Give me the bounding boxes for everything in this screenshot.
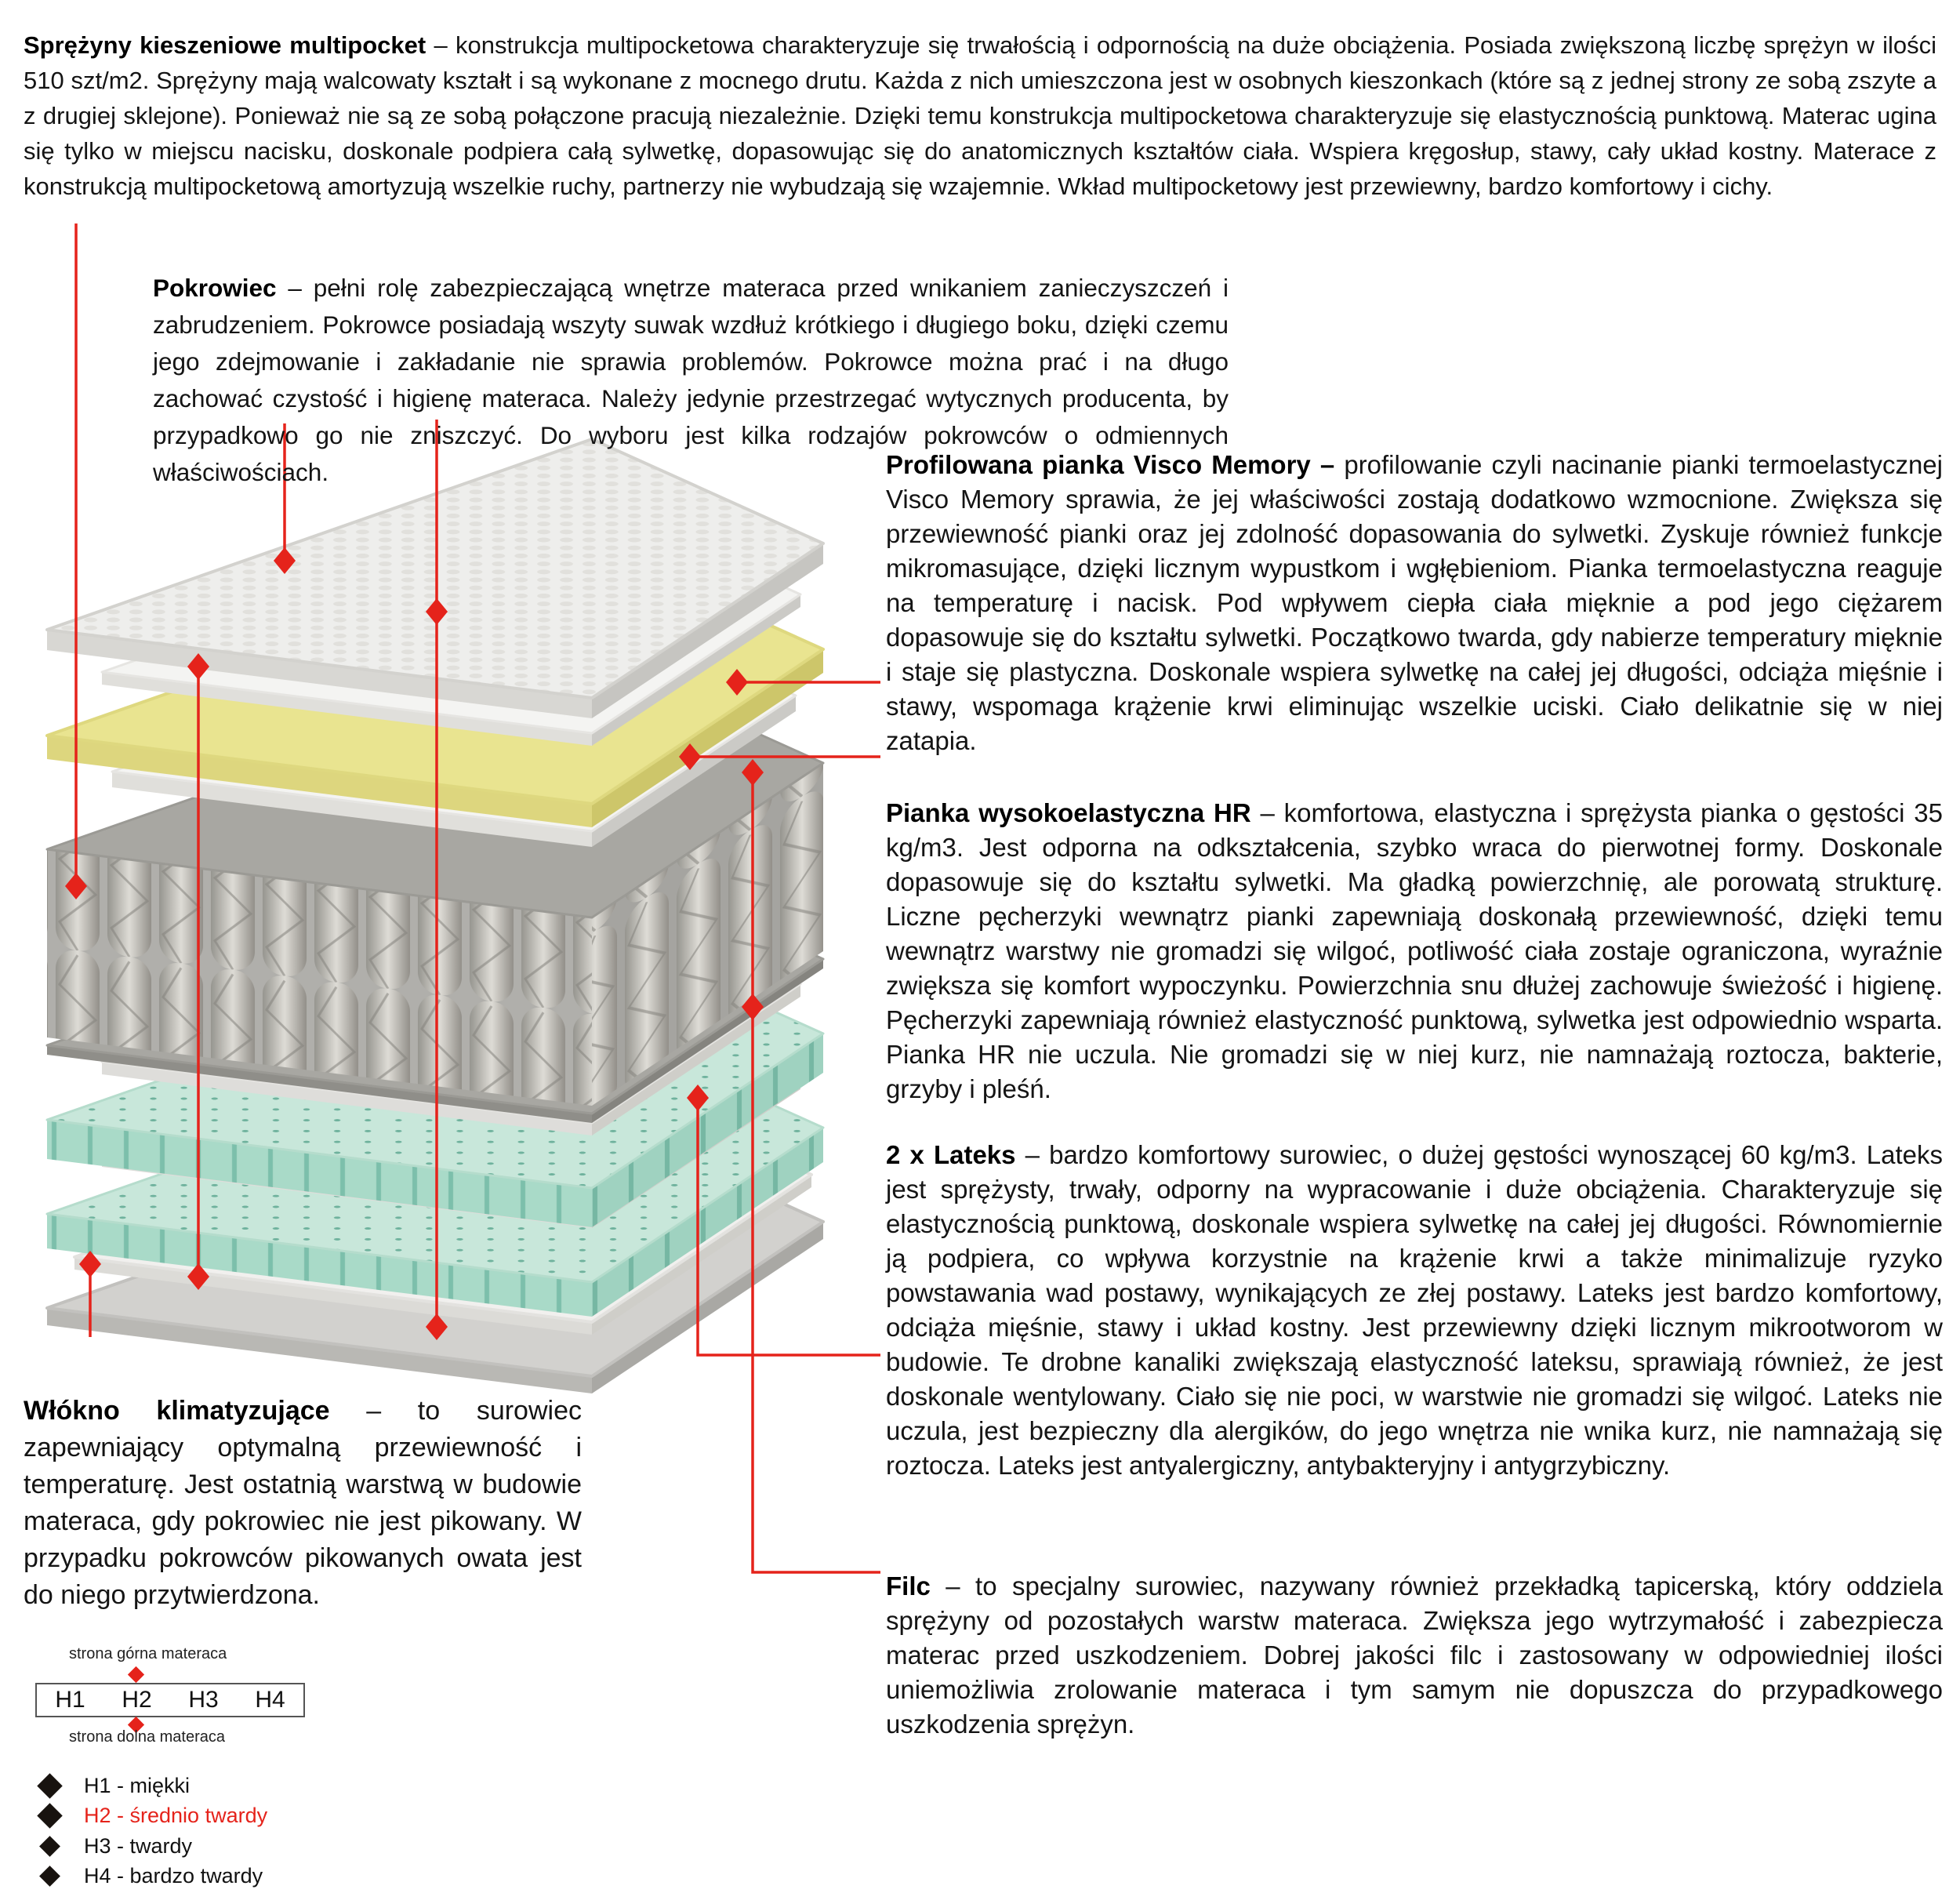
- section-visco: [886, 448, 1943, 758]
- filc-text: – to specjalny surowiec, nazywany również przekładką tapicerską, który oddziela sprężyny od pozostałych warstw materaca. Zwiększa jego wytrzymałość i zabezpiecza materac przed uszkodzeniem. Dobrej jakości filc i zastosowany w odpowiedniej ilości uniemożliwia zrolowanie materaca i tym samym nie dopuszcza do przypadkowego uszkodzenia sprężyn.: [886, 1571, 1943, 1739]
- section-wlokno: [24, 1393, 582, 1614]
- legend-label-h2: H2 - średnio twardy: [84, 1804, 268, 1828]
- intro-text: – konstrukcja multipocketowa charakteryzuje się trwałością i odpornością na duże obciążenia. Posiada zwiększoną liczbę sprężyn w ilości 510 szt/m2. Sprężyny mają walcowaty kształt i są wykonane z mocnego drutu. Każda z nich umieszczona jest w osobnych kieszonkach (które są z jednej strony ze sobą zszyte a z drugiej sklejone). Ponieważ nie są ze sobą połączone pracują niezależnie. Dzięki temu konstrukcja multipocketowa charakteryzuje się elastycznością punktową. Materac ugina się tylko w miejscu nacisku, doskonale podpiera całą sylwetkę, dopasowując się do anatomicznych kształtów ciała. Wspiera kręgosłup, stawy, cały układ kostny. Materace z konstrukcją multipocketową amortyzują wszelkie ruchy, partnerzy nie wybudzają się wzajemnie. Wkład multipocketowy jest przewiewny, bardzo komfortowy i cichy.: [24, 31, 1936, 200]
- pokrowiec-heading: Pokrowiec: [153, 273, 277, 302]
- filc-heading: Filc: [886, 1571, 931, 1601]
- hardness-bottom-label: strona dolna materaca: [69, 1728, 226, 1746]
- legend-item-h3: [39, 1831, 541, 1862]
- legend-label-h3: H3 - twardy: [84, 1833, 193, 1858]
- lateks-heading: 2 x Lateks: [886, 1140, 1016, 1169]
- intro-paragraph: [24, 27, 1936, 204]
- legend-item-h1: [39, 1771, 541, 1801]
- lateks-text: – bardzo komfortowy surowiec, o dużej gęstości wynoszącej 60 kg/m3. Lateks jest sprężysty, trwały, odporny na wypracowanie i duże obciążenia. Charakteryzuje się elastycznością punktową, doskonale wspiera sylwetkę na całej jej długości. Równomiernie ją podpiera, co wpływa korzystnie na krążenie krwi a także minimalizuje ryzyko powstawania wad postawy, wynikających ze złej postawy. Lateks jest bardzo komfortowy, odciąża mięśnie, stawy i układ kostny. Jest przewiewny dzięki licznym mikrootworom w budowie. Te drobne kanaliki zwiększają elastyczność lateksu, sprawiają również, że jest doskonale wentylowany. Ciało się nie poci, w warstwie nie gromadzi się wilgoć. Lateks nie uczula, jest bezpieczny dla alergików, do jego wnętrza nie wnika kurz, nie namnażają się roztocza. Lateks jest antyalergiczny, antybakteryjny i antygrzybiczny.: [886, 1140, 1943, 1480]
- visco-text: profilowanie czyli nacinanie pianki termoelastycznej Visco Memory sprawia, że jej właściwości zostają dodatkowo wzmocnione. Zwiększa się przewiewność pianki oraz jej zdolność dopasowania do sylwetki. Zyskuje również funkcje mikromasujące, dzięki licznym wypustkom i wgłębieniom. Pianka termoelastyczna reaguje na temperaturę i nacisk. Pod wpływem ciepła ciała mięknie a pod jego ciężarem dopasowuje się do kształtu sylwetki. Początkowo twarda, gdy nabierze temperatury mięknie i staje się plastyczna. Doskonale wspiera sylwetkę na całej jej długości, odciąża mięśnie i stawy, wspomaga krążenie krwi eliminując wszelkie uciski. Ciało delikatnie się w niej zatapia.: [886, 450, 1943, 755]
- hardness-h3: H3: [188, 1687, 219, 1713]
- legend-label-h1: H1 - miękki: [84, 1773, 191, 1797]
- pokrowiec-text: – pełni rolę zabezpieczającą wnętrze materaca przed wnikaniem zanieczyszczeń i zabrudzeniem. Pokrowce posiadają wszyty suwak wzdłuż krótkiego i długiego boku, dzięki czemu jego zdejmowanie i zakładanie nie sprawia problemów. Pokrowce można prać i na długo zachować czystość i higienę materaca. Należy jedynie przestrzegać wytycznych producenta, by przypadkowo go nie zniszczyć. Do wyboru jest kilka rodzajów pokrowców o odmiennych właściwościach.: [153, 273, 1229, 486]
- diamond-icon: [39, 1866, 60, 1887]
- hardness-h4: H4: [255, 1687, 285, 1713]
- wlokno-text: – to surowiec zapewniający optymalną przewiewność i temperaturę. Jest ostatnią warstwą w budowie materaca, gdy pokrowiec nie jest pikowany. W przypadku pokrowców pikowanych owata jest do niego przytwierdzona.: [24, 1396, 582, 1610]
- wlokno-heading: Włókno klimatyzujące: [24, 1396, 330, 1426]
- section-filc: [886, 1569, 1943, 1742]
- hr-heading: Pianka wysokoelastyczna HR: [886, 798, 1251, 827]
- hardness-legend: [39, 1771, 541, 1891]
- diamond-icon: [37, 1803, 63, 1829]
- legend-item-h2: [39, 1801, 541, 1832]
- hardness-h2: H2: [122, 1687, 152, 1713]
- hardness-h1: H1: [55, 1687, 85, 1713]
- section-hr: [886, 796, 1943, 1106]
- hardness-top-label: strona górna materaca: [69, 1645, 227, 1662]
- visco-heading: Profilowana pianka Visco Memory –: [886, 450, 1335, 479]
- legend-item-h4: [39, 1862, 541, 1892]
- diamond-icon: [39, 1836, 60, 1857]
- intro-heading: Sprężyny kieszeniowe multipocket: [24, 31, 426, 59]
- legend-label-h4: H4 - bardzo twardy: [84, 1864, 263, 1888]
- diamond-icon: [37, 1773, 63, 1799]
- section-lateks: [886, 1138, 1943, 1483]
- hardness-scale: [35, 1683, 305, 1717]
- hr-text: – komfortowa, elastyczna i sprężysta pianka o gęstości 35 kg/m3. Jest odporna na odkształcenia, szybko wraca do pierwotnej formy. Doskonale dopasowuje się do kształtu sylwetki. Ma gładką powierzchnię, ale porowatą strukturę. Liczne pęcherzyki wewnątrz pianki zapewniają doskonałą przewiewność, dzięki temu wewnątrz warstwy nie gromadzi się wilgoć, potliwość ciała zostaje ograniczona, wyraźnie zwiększa się komfort wypoczynku. Powierzchnia snu dłużej zachowuje świeżość i higienę. Pęcherzyki zapewniają również elastyczność punktową, sylwetka jest odpowiednio wsparta. Pianka HR nie uczula. Nie gromadzi się w niej kurz, nie namnażają roztocza, bakterie, grzyby i pleśń.: [886, 798, 1943, 1103]
